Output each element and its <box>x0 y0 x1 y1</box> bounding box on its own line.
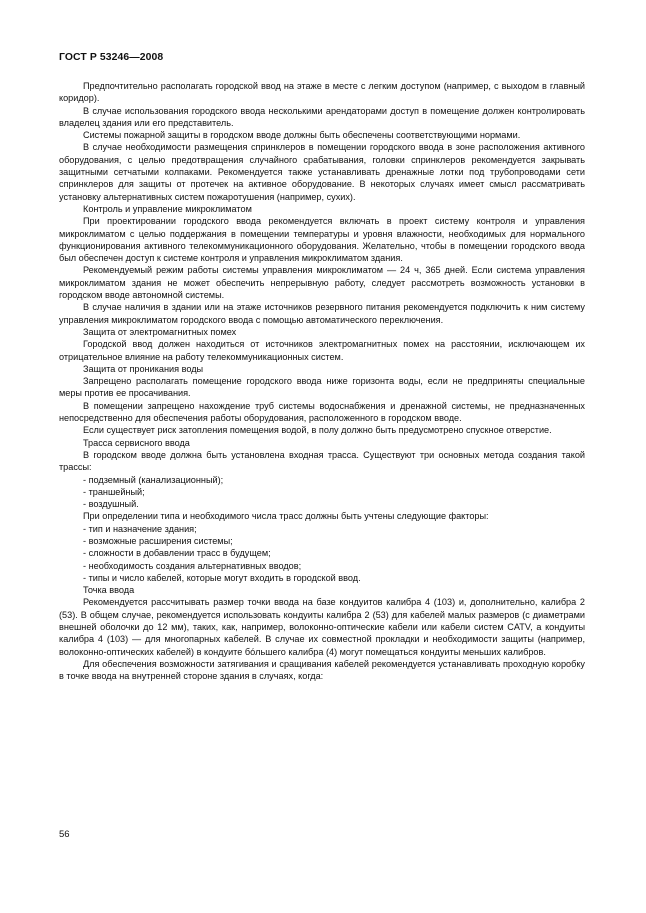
document-header: ГОСТ Р 53246—2008 <box>59 52 164 63</box>
paragraph: При определении типа и необходимого числа трасс должны быть учтены следующие факторы: <box>83 511 489 522</box>
paragraph: При проектировании городского ввода рекомендуется включать в проект систему контроля и управления микроклиматом с целью поддержания в помещении температуры и уровня влажности, необходимых для нормального функционирования активного телекоммуникационного оборудования. Желательно, чтобы в помещении городского ввода был обеспечен доступ к системе контроля и управления микроклиматом здания. <box>59 216 585 264</box>
list-item: - траншейный; <box>83 486 145 497</box>
list-item: - тип и назначение здания; <box>83 523 197 534</box>
paragraph: Городской ввод должен находиться от источников электромагнитных помех на расстоянии, исключающем их отрицательное влияние на работу телекоммуникационных систем. <box>59 339 585 362</box>
paragraph: В помещении запрещено нахождение труб системы водоснабжения и дренажной системы, не предназначенных непосредственно для обеспечения работы оборудования, расположенного в городском вводе. <box>59 400 585 424</box>
paragraph: Рекомендуемый режим работы системы управления микроклиматом — 24 ч, 365 дней. Если система управления микроклиматом здания не может обеспечить непрерывную работу, следует рассмотреть возможность установки в городском вводе автономной системы. <box>59 265 585 301</box>
paragraph: В случае необходимости размещения спринклеров в помещении городского ввода в зоне расположения активного оборудования, с целью предотвращения случайного срабатывания, головки спринклеров рекомендуется закрывать защитными сетчатыми колпаками. Рекомендуется также устанавливать дренажные лотки под трубопроводами сети спринклеров для защиты от протечек на активное оборудование. В некоторых случаях имеет смысл рассматривать установку альтернативных систем пожаротушения (например, сухих). <box>59 142 585 202</box>
paragraph: В случае использования городского ввода несколькими арендаторами доступ в помещение должен контролировать владелец здания или его представитель. <box>59 105 585 128</box>
list-item: - типы и число кабелей, которые могут входить в городской ввод. <box>83 572 361 583</box>
list-item: - воздушный. <box>83 499 139 510</box>
document-body <box>59 80 585 683</box>
page-number: 56 <box>59 829 70 840</box>
paragraph: Если существует риск затопления помещения водой, в полу должно быть предусмотрено спускное отверстие. <box>83 425 552 436</box>
list-item: - необходимость создания альтернативных вводов; <box>83 560 302 571</box>
paragraph: Предпочтительно располагать городской ввод на этаже в месте с легким доступом (например, с выходом в главный коридор). <box>59 81 585 104</box>
paragraph: Запрещено располагать помещение городского ввода ниже горизонта воды, если не предприняты специальные меры против ее просачивания. <box>59 376 585 399</box>
section-heading: Точка ввода <box>83 585 135 596</box>
list-item: - подземный (канализационный); <box>83 474 224 485</box>
list-item: - сложности в добавлении трасс в будущем; <box>83 548 271 559</box>
section-heading: Защита от проникания воды <box>83 363 204 374</box>
paragraph: Рекомендуется рассчитывать размер точки ввода на базе кондуитов калибра 4 (103) и, дополнительно, калибра 2 (53). В общем случае, рекомендуется использовать кондуиты калибра 2 (53) для кабелей малых размеров (с диаметрами внешней оболочки до 12 мм), таких, как, например, волоконно-оптические кабели или кабели систем CATV, а кондуиты калибра 4 (103) — для многопарных кабелей. В случае их совместной прокладки и необходимости защиты (например, волоконно-оптических кабелей) в кондуите бо́льшего калибра (4) могут помещаться кондуиты меньших калибров. <box>59 597 585 657</box>
section-heading: Контроль и управление микроклиматом <box>83 203 252 214</box>
section-heading: Защита от электромагнитных помех <box>83 326 237 337</box>
paragraph: Системы пожарной защиты в городском вводе должны быть обеспечены соответствующими нормами. <box>83 130 521 141</box>
list-item: - возможные расширения системы; <box>83 535 233 546</box>
paragraph: Для обеспечения возможности затягивания и сращивания кабелей рекомендуется устанавливать проходную коробку в точке ввода на внутренней стороне здания в случаях, когда: <box>59 658 585 682</box>
paragraph: В случае наличия в здании или на этаже источников резервного питания рекомендуется подключить к ним систему управления микроклиматом городского ввода с помощью автоматического переключения. <box>59 302 585 325</box>
section-heading: Трасса сервисного ввода <box>83 437 190 448</box>
paragraph: В городском вводе должна быть установлена входная трасса. Существуют три основных метода создания такой трассы: <box>59 449 585 473</box>
